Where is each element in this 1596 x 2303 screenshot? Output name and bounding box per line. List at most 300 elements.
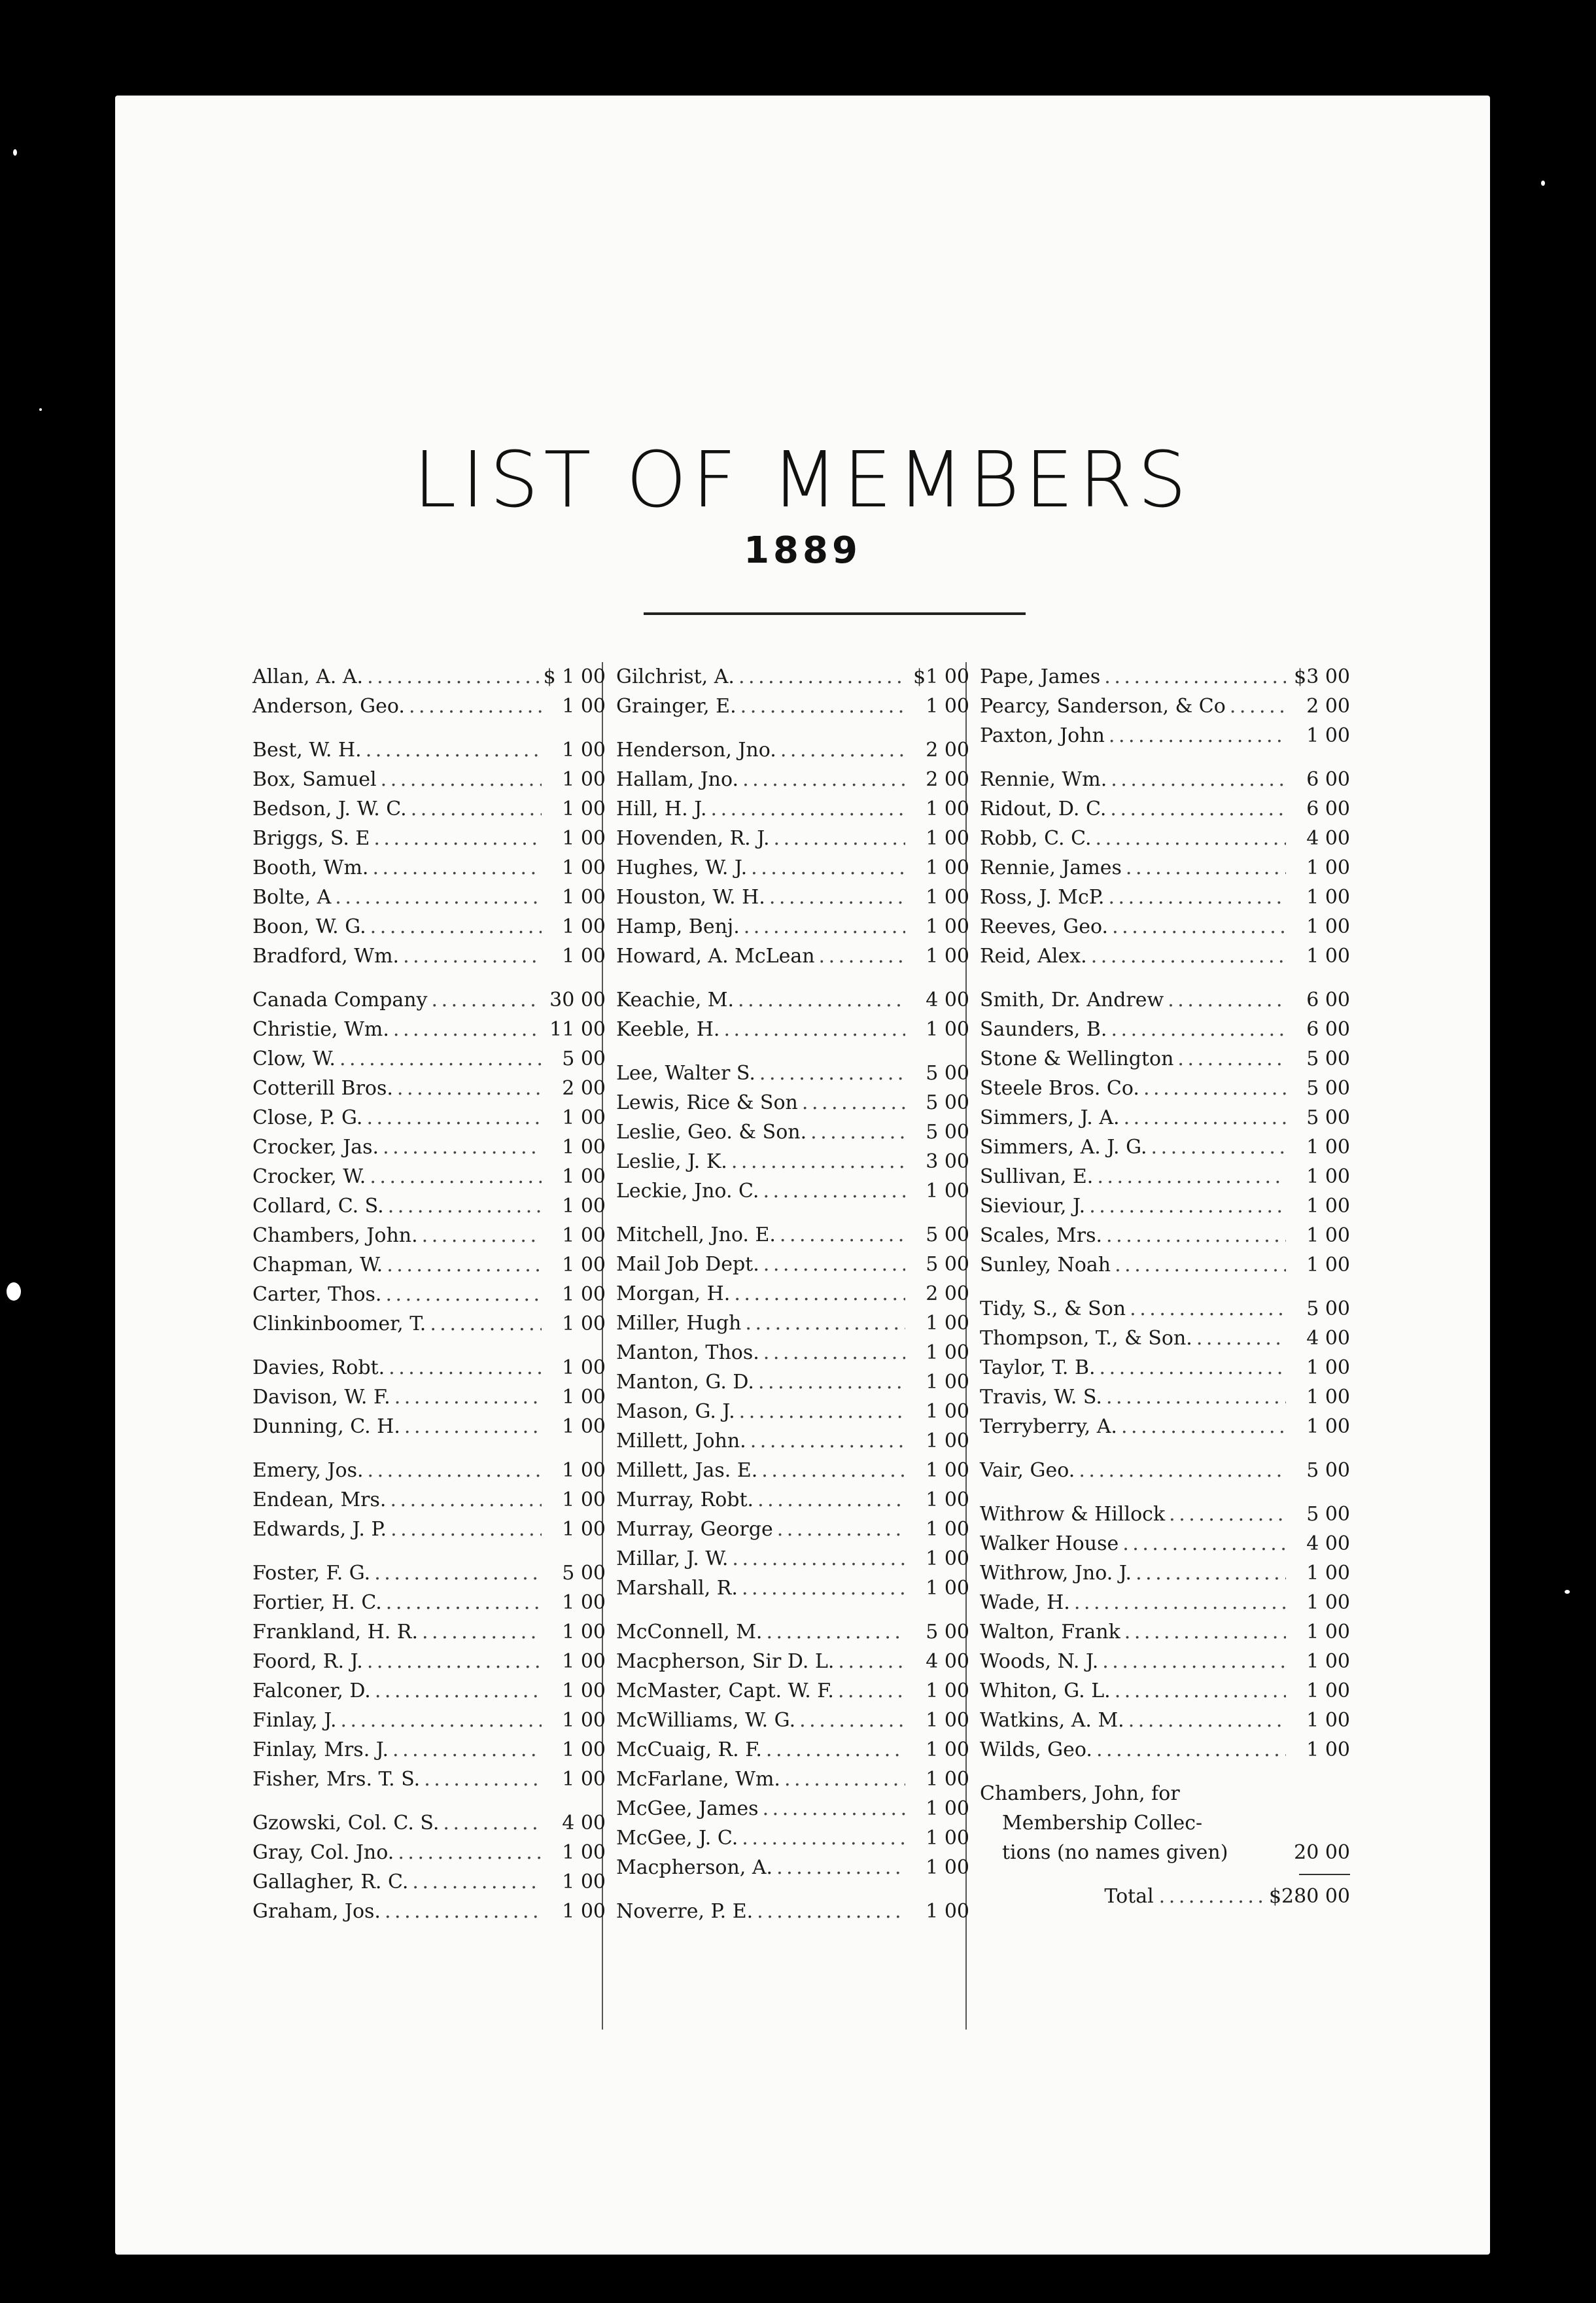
dot-leader xyxy=(799,1706,905,1735)
dot-leader xyxy=(1128,1706,1286,1735)
member-entry xyxy=(252,662,606,692)
member-name: Mail Job Dept. xyxy=(616,1253,759,1276)
member-name: Withrow & Hillock xyxy=(980,1503,1166,1526)
member-entry xyxy=(616,1823,969,1853)
member-name: Graham, Jos. xyxy=(252,1900,381,1923)
dot-leader xyxy=(763,1338,905,1367)
member-amount: 1 00 xyxy=(562,945,606,968)
member-amount: 1 00 xyxy=(926,1400,969,1423)
member-entry xyxy=(252,1588,606,1617)
dot-leader xyxy=(784,1765,905,1794)
member-entry xyxy=(616,662,969,692)
member-amount: 1 00 xyxy=(926,886,969,909)
member-amount: 1 00 xyxy=(562,1679,606,1702)
member-name: Boon, W. G. xyxy=(252,915,366,938)
member-entry xyxy=(980,1191,1350,1221)
member-entry xyxy=(616,1220,969,1250)
member-entry xyxy=(252,1015,606,1044)
dot-leader xyxy=(734,1279,905,1309)
member-name: Foster, F. G. xyxy=(252,1562,371,1585)
member-amount: 6 00 xyxy=(1306,768,1350,791)
member-name: Thompson, T., & Son. xyxy=(980,1327,1192,1350)
member-amount: 5 00 xyxy=(1306,1077,1350,1100)
member-amount: 2 00 xyxy=(562,1077,606,1100)
member-entry xyxy=(252,1074,606,1103)
member-amount: 1 00 xyxy=(1306,724,1350,747)
member-name: Davies, Robt. xyxy=(252,1356,385,1379)
member-entry xyxy=(980,1588,1350,1617)
member-amount: 1 00 xyxy=(1306,1415,1350,1438)
dot-leader xyxy=(761,1456,905,1485)
dot-leader xyxy=(1151,1133,1286,1162)
member-name: McGee, J. C. xyxy=(616,1827,738,1850)
dot-leader xyxy=(340,1706,542,1735)
member-amount: 2 00 xyxy=(926,739,969,762)
dot-leader xyxy=(388,1191,542,1221)
member-amount: 1 00 xyxy=(926,1312,969,1335)
member-amount: 5 00 xyxy=(926,1121,969,1144)
dot-leader xyxy=(742,1823,905,1853)
member-entry xyxy=(252,1735,606,1765)
dot-leader xyxy=(398,1838,542,1867)
member-entry xyxy=(980,1676,1350,1706)
member-amount: 5 00 xyxy=(926,1062,969,1085)
member-entry xyxy=(980,1250,1350,1280)
member-amount: 1 00 xyxy=(562,1165,606,1188)
member-amount: 1 00 xyxy=(562,798,606,820)
member-name: Henderson, Jno. xyxy=(616,739,776,762)
dot-leader xyxy=(370,1162,542,1191)
member-entry xyxy=(980,794,1350,824)
member-name: Miller, Hugh xyxy=(616,1312,742,1335)
member-amount: 1 00 xyxy=(1306,856,1350,879)
member-entry xyxy=(252,1485,606,1515)
dot-leader xyxy=(1091,941,1286,971)
member-name: Pape, James xyxy=(980,665,1101,688)
member-name: Collard, C. S. xyxy=(252,1195,384,1218)
member-amount: $3 00 xyxy=(1294,665,1350,688)
dot-leader xyxy=(372,853,542,883)
dot-leader xyxy=(742,765,905,794)
member-amount: 1 00 xyxy=(562,1871,606,1893)
dot-leader xyxy=(1121,1412,1286,1441)
member-name: Macpherson, Sir D. L. xyxy=(616,1650,835,1673)
member-name: Pearcy, Sanderson, & Co xyxy=(980,695,1226,718)
member-entry xyxy=(616,1309,969,1338)
member-entry xyxy=(252,1353,606,1382)
dot-leader xyxy=(769,883,905,912)
note-amount: 20 00 xyxy=(1294,1841,1350,1864)
member-amount: 1 00 xyxy=(926,1180,969,1203)
member-amount: 4 00 xyxy=(926,989,969,1011)
member-amount: 1 00 xyxy=(1306,886,1350,909)
dot-leader xyxy=(424,1765,542,1794)
member-name: Clow, W. xyxy=(252,1047,336,1070)
member-name: Sieviour, J. xyxy=(980,1195,1086,1218)
dot-leader xyxy=(385,1897,542,1926)
member-entry xyxy=(252,1044,606,1074)
member-amount: 1 00 xyxy=(562,1312,606,1335)
member-column-3 xyxy=(980,662,1350,1911)
member-name: Terryberry, A. xyxy=(980,1415,1117,1438)
member-name: Cotterill Bros. xyxy=(252,1077,393,1100)
member-amount: 4 00 xyxy=(926,1650,969,1673)
dot-leader xyxy=(1089,1191,1286,1221)
member-name: Fisher, Mrs. T. S. xyxy=(252,1768,421,1791)
dot-leader xyxy=(838,1647,905,1676)
member-entry xyxy=(252,1221,606,1250)
member-name: Lee, Walter S. xyxy=(616,1062,755,1085)
member-entry xyxy=(616,985,969,1015)
member-amount: 1 00 xyxy=(926,1738,969,1761)
member-amount: 5 00 xyxy=(562,1562,606,1585)
member-amount: 5 00 xyxy=(1306,1106,1350,1129)
member-name: Whiton, G. L. xyxy=(980,1679,1111,1702)
member-amount: $ 1 00 xyxy=(543,665,606,688)
dot-leader xyxy=(780,1220,905,1250)
member-amount: 1 00 xyxy=(926,1900,969,1923)
member-name: Lewis, Rice & Son xyxy=(616,1091,798,1114)
dot-leader xyxy=(390,1515,542,1544)
member-name: Robb, C. C. xyxy=(980,827,1092,850)
member-amount: 1 00 xyxy=(926,945,969,968)
member-name: Saunders, B. xyxy=(980,1018,1107,1041)
member-amount: 1 00 xyxy=(562,1841,606,1864)
member-amount: 1 00 xyxy=(926,827,969,850)
dot-leader xyxy=(738,985,905,1015)
member-entry xyxy=(616,1544,969,1573)
dot-leader xyxy=(370,912,542,941)
member-amount: 5 00 xyxy=(562,1047,606,1070)
member-entry xyxy=(252,1412,606,1441)
member-entry xyxy=(980,912,1350,941)
member-name: Hovenden, R. J. xyxy=(616,827,770,850)
member-entry xyxy=(980,1735,1350,1765)
member-entry xyxy=(252,824,606,853)
member-entry xyxy=(616,1367,969,1397)
member-name: Leckie, Jno. C. xyxy=(616,1180,759,1203)
total-leader: . . . . . . . . . . . xyxy=(1158,1885,1262,1908)
member-name: Marshall, R. xyxy=(616,1577,738,1600)
dot-leader xyxy=(744,912,905,941)
member-amount: 1 00 xyxy=(562,1254,606,1276)
dot-leader xyxy=(403,941,542,971)
member-name: Box, Samuel xyxy=(252,768,377,791)
member-amount: 1 00 xyxy=(562,1356,606,1379)
dot-leader xyxy=(1102,1647,1286,1676)
member-name: Watkins, A. M. xyxy=(980,1709,1124,1732)
member-entry xyxy=(980,883,1350,912)
dot-leader xyxy=(1169,1500,1286,1529)
scan-speck xyxy=(39,408,42,411)
member-amount: 1 00 xyxy=(562,695,606,718)
member-name: Millar, J. W. xyxy=(616,1547,729,1570)
dot-leader xyxy=(738,662,905,692)
member-entry xyxy=(980,1617,1350,1647)
member-entry xyxy=(980,1706,1350,1735)
member-amount: 1 00 xyxy=(926,856,969,879)
member-name: Briggs, S. E xyxy=(252,827,370,850)
member-name: Allan, A. A. xyxy=(252,665,364,688)
member-amount: 1 00 xyxy=(562,1518,606,1541)
member-entry xyxy=(616,1456,969,1485)
dot-leader xyxy=(1111,765,1286,794)
member-entry xyxy=(616,1485,969,1515)
total-amount: $280 00 xyxy=(1268,1885,1350,1908)
member-amount: 5 00 xyxy=(1306,1459,1350,1482)
member-entry xyxy=(252,1382,606,1412)
member-name: Chapman, W. xyxy=(252,1254,383,1276)
member-amount: 1 00 xyxy=(926,1518,969,1541)
dot-leader xyxy=(766,1617,905,1647)
member-amount: 5 00 xyxy=(926,1223,969,1246)
dot-leader xyxy=(759,1059,905,1088)
member-name: Steele Bros. Co. xyxy=(980,1077,1139,1100)
member-entry xyxy=(616,1397,969,1426)
member-entry xyxy=(616,1059,969,1088)
member-name: Davison, W. F. xyxy=(252,1386,390,1409)
dot-leader xyxy=(409,692,542,721)
dot-leader xyxy=(339,1044,542,1074)
member-amount: 6 00 xyxy=(1306,1018,1350,1041)
dot-leader xyxy=(387,1250,542,1280)
member-name: Scales, Mrs. xyxy=(980,1224,1103,1247)
member-name: Booth, Wm. xyxy=(252,856,369,879)
dot-leader xyxy=(1168,985,1286,1015)
scan-speck xyxy=(1541,181,1545,186)
member-name: Endean, Mrs. xyxy=(252,1488,387,1511)
member-amount: 1 00 xyxy=(1306,1386,1350,1409)
total-row xyxy=(980,1882,1350,1911)
member-amount: 1 00 xyxy=(1306,1591,1350,1614)
member-amount: 1 00 xyxy=(562,1900,606,1923)
member-entry xyxy=(616,765,969,794)
member-name: Emery, Jos. xyxy=(252,1459,364,1482)
member-entry xyxy=(980,692,1350,721)
title-divider xyxy=(644,612,1026,615)
member-amount: 1 00 xyxy=(1306,1195,1350,1218)
dot-leader xyxy=(731,1147,905,1176)
dot-leader xyxy=(763,1250,905,1279)
dot-leader xyxy=(780,735,905,765)
member-entry xyxy=(980,1133,1350,1162)
member-entry xyxy=(252,1250,606,1280)
dot-leader xyxy=(1115,1250,1286,1280)
member-entry xyxy=(980,941,1350,971)
member-entry xyxy=(616,1176,969,1206)
member-amount: 1 00 xyxy=(926,1797,969,1820)
dot-leader xyxy=(412,1867,542,1897)
member-entry xyxy=(252,765,606,794)
member-entry xyxy=(616,1015,969,1044)
member-amount: 5 00 xyxy=(926,1621,969,1644)
dot-leader xyxy=(1097,1162,1286,1191)
member-entry xyxy=(616,824,969,853)
dot-leader xyxy=(776,1853,905,1882)
member-entry xyxy=(616,1279,969,1309)
member-entry xyxy=(980,1353,1350,1382)
dot-leader xyxy=(739,1397,905,1426)
member-entry xyxy=(616,1794,969,1823)
member-name: Gray, Col. Jno. xyxy=(252,1841,394,1864)
dot-leader xyxy=(1115,1676,1286,1706)
member-name: Stone & Wellington xyxy=(980,1047,1174,1070)
member-name: Dunning, C. H. xyxy=(252,1415,400,1438)
member-amount: 5 00 xyxy=(1306,1297,1350,1320)
dot-leader xyxy=(397,1074,542,1103)
member-entry xyxy=(980,985,1350,1015)
member-name: Paxton, John xyxy=(980,724,1105,747)
page-title: LIST OF MEMBERS xyxy=(413,434,1192,525)
member-name: Grainger, E. xyxy=(616,695,737,718)
member-name: Mason, G. J. xyxy=(616,1400,735,1423)
member-amount: 2 00 xyxy=(1306,695,1350,718)
member-entry xyxy=(616,1647,969,1676)
member-name: McConnell, M. xyxy=(616,1621,763,1644)
member-entry xyxy=(616,1088,969,1117)
member-entry xyxy=(616,1117,969,1147)
member-amount: 1 00 xyxy=(1306,945,1350,968)
scan-speck xyxy=(13,149,17,156)
member-name: Canada Company xyxy=(252,989,428,1011)
dot-leader xyxy=(757,1485,905,1515)
member-entry xyxy=(616,1706,969,1735)
member-amount: 1 00 xyxy=(1306,1738,1350,1761)
member-amount: 1 00 xyxy=(562,1621,606,1644)
dot-leader xyxy=(1196,1324,1286,1353)
dot-leader xyxy=(750,1426,905,1456)
member-name: Ross, J. McP. xyxy=(980,886,1105,909)
member-amount: 1 00 xyxy=(926,798,969,820)
member-name: Mitchell, Jno. E. xyxy=(616,1223,776,1246)
member-entry xyxy=(616,1676,969,1706)
member-entry xyxy=(980,1294,1350,1324)
member-name: Crocker, Jas. xyxy=(252,1136,379,1159)
member-entry xyxy=(980,824,1350,853)
dot-leader xyxy=(711,794,906,824)
dot-leader xyxy=(367,1647,542,1676)
member-name: Finlay, J. xyxy=(252,1709,337,1732)
dot-leader xyxy=(732,1544,905,1573)
member-entry xyxy=(616,1147,969,1176)
member-name: Hill, H. J. xyxy=(616,798,707,820)
member-amount: 1 00 xyxy=(926,915,969,938)
dot-leader xyxy=(802,1088,905,1117)
member-name: Manton, G. D. xyxy=(616,1371,754,1394)
member-amount: 1 00 xyxy=(926,1679,969,1702)
member-name: McFarlane, Wm. xyxy=(616,1768,780,1791)
member-column-1 xyxy=(252,662,606,1926)
dot-leader xyxy=(383,1133,542,1162)
note-line-3-text: tions (no names given) xyxy=(1002,1841,1228,1864)
member-name: Simmers, J. A. xyxy=(980,1106,1120,1129)
dot-leader xyxy=(375,1676,542,1706)
dot-leader xyxy=(1143,1074,1286,1103)
member-amount: 1 00 xyxy=(1306,1356,1350,1379)
note-line-3 xyxy=(980,1838,1350,1867)
member-amount: 1 00 xyxy=(562,856,606,879)
member-entry xyxy=(252,1838,606,1867)
member-name: Carter, Thos. xyxy=(252,1283,382,1306)
dot-leader xyxy=(366,735,542,765)
dot-leader xyxy=(373,824,542,853)
member-entry xyxy=(616,853,969,883)
member-amount: 4 00 xyxy=(1306,1532,1350,1555)
sum-rule xyxy=(1299,1874,1350,1875)
member-amount: 1 00 xyxy=(1306,1679,1350,1702)
member-amount: 1 00 xyxy=(1306,1136,1350,1159)
dot-leader xyxy=(422,1221,542,1250)
dot-leader xyxy=(1122,1529,1286,1558)
member-entry xyxy=(616,1765,969,1794)
dot-leader xyxy=(392,1735,542,1765)
member-amount: 5 00 xyxy=(926,1091,969,1114)
member-amount: 4 00 xyxy=(1306,827,1350,850)
member-amount: 1 00 xyxy=(1306,1562,1350,1585)
member-entry xyxy=(616,1617,969,1647)
page-year: 1889 xyxy=(744,529,861,572)
member-name: Vair, Geo. xyxy=(980,1459,1075,1482)
member-name: McMaster, Capt. W. F. xyxy=(616,1679,834,1702)
member-entry xyxy=(252,692,606,721)
note-line-1: Chambers, John, for xyxy=(980,1782,1180,1805)
member-entry xyxy=(980,1074,1350,1103)
dot-leader xyxy=(1079,1456,1286,1485)
dot-leader xyxy=(430,1309,542,1339)
dot-leader xyxy=(751,853,905,883)
dot-leader xyxy=(1230,692,1286,721)
dot-leader xyxy=(742,1573,905,1603)
member-amount: 1 00 xyxy=(926,1341,969,1364)
member-entry xyxy=(980,1412,1350,1441)
member-amount: 1 00 xyxy=(1306,1709,1350,1732)
dot-leader xyxy=(777,1515,905,1544)
member-entry xyxy=(980,1382,1350,1412)
member-entry xyxy=(252,1808,606,1838)
member-entry xyxy=(616,941,969,971)
member-amount: 4 00 xyxy=(562,1812,606,1835)
member-amount: 5 00 xyxy=(926,1253,969,1276)
member-amount: 3 00 xyxy=(926,1150,969,1173)
member-name: Crocker, W. xyxy=(252,1165,366,1188)
member-name: Millett, Jas. E. xyxy=(616,1459,758,1482)
member-amount: 1 00 xyxy=(562,1738,606,1761)
member-name: Anderson, Geo. xyxy=(252,695,405,718)
member-name: Frankland, H. R. xyxy=(252,1621,418,1644)
member-entry xyxy=(616,692,969,721)
member-amount: 1 00 xyxy=(1306,1165,1350,1188)
member-name: Gallagher, R. C. xyxy=(252,1871,409,1893)
member-entry xyxy=(980,1103,1350,1133)
member-name: Close, P. G. xyxy=(252,1106,363,1129)
dot-leader xyxy=(1130,1294,1286,1324)
dot-leader xyxy=(757,1897,905,1926)
member-amount: 5 00 xyxy=(1306,1047,1350,1070)
member-entry xyxy=(616,1573,969,1603)
member-amount: 1 00 xyxy=(926,1018,969,1041)
member-name: Bedson, J. W. C. xyxy=(252,798,407,820)
dot-leader xyxy=(394,1382,542,1412)
dot-leader xyxy=(723,1015,905,1044)
member-name: Noverre, P. E. xyxy=(616,1900,754,1923)
member-amount: 1 00 xyxy=(562,1106,606,1129)
member-amount: 1 00 xyxy=(562,1386,606,1409)
member-entry xyxy=(980,1500,1350,1529)
dot-leader xyxy=(367,662,540,692)
member-amount: 1 00 xyxy=(926,1577,969,1600)
dot-leader xyxy=(1100,1353,1286,1382)
dot-leader xyxy=(385,1280,542,1309)
